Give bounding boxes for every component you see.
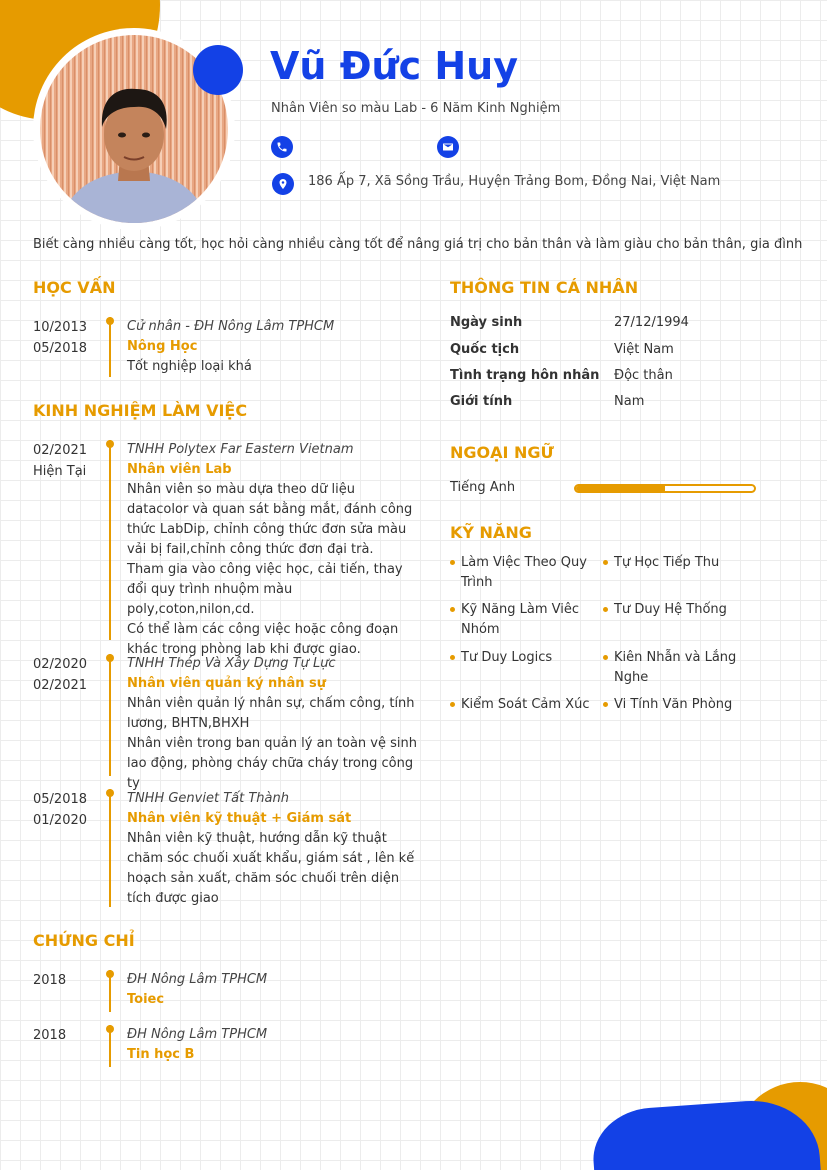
timeline-line: [109, 317, 111, 377]
timeline-dot: [106, 440, 114, 448]
certificate-entry: [33, 970, 413, 1012]
skill-item: Tư Duy Logics: [450, 648, 590, 668]
section-title-personal-info: THÔNG TIN CÁ NHÂN: [450, 278, 639, 297]
candidate-name: Vũ Đức Huy: [270, 44, 518, 88]
timeline-dot: [106, 789, 114, 797]
entry-dates: 02/2021 Hiện Tại: [33, 443, 88, 479]
decor-circle-blue: [193, 45, 243, 95]
language-name: Tiếng Anh: [450, 480, 516, 495]
job-title: Nhân Viên so màu Lab - 6 Năm Kinh Nghiệm: [271, 101, 561, 116]
entry-dates: 10/2013 05/2018: [33, 320, 88, 356]
entry-org: Cử nhân - ĐH Nông Lâm TPHCM: [127, 319, 335, 334]
section-title-languages: NGOẠI NGỮ: [450, 443, 554, 462]
entry-desc: Nhân viên trong ban quản lý an toàn vệ sinh lao động, phòng cháy chữa cháy trong công ty: [127, 736, 417, 791]
skill-item: Tự Học Tiếp Thu: [603, 553, 743, 573]
section-title-certificates: CHỨNG CHỈ: [33, 931, 135, 950]
section-title-skills: KỸ NĂNG: [450, 523, 532, 542]
entry-role: Nhân viên Lab: [127, 462, 232, 477]
entry-desc: Nhân viên so màu dựa theo dữ liệu datacolor và quan sát bằng mắt, đánh công thức LabDip, chỉnh công thức đơn sửa màu vải bị fail,chỉnh công thức đơn đại trà.: [127, 482, 413, 557]
certificate-entry: [33, 1025, 413, 1067]
timeline-line: [109, 789, 111, 907]
entry-desc: Có thể làm các công việc hoặc công đoạn khác trong phòng lab khi được giao.: [127, 622, 399, 657]
info-value: Độc thân: [614, 368, 673, 383]
entry-desc: Nhân viên quản lý nhân sự, chấm công, tính lương, BHTN,BHXH: [127, 696, 415, 731]
entry-body: [127, 789, 417, 909]
skill-item: Làm Việc Theo Quy Trình: [450, 553, 590, 593]
entry-role: Nhân viên quản ký nhân sự: [127, 676, 327, 691]
info-value: 27/12/1994: [614, 315, 689, 330]
info-label: Quốc tịch: [450, 342, 520, 357]
timeline-dot: [106, 317, 114, 325]
entry-role: Tin học B: [127, 1047, 195, 1062]
phone-icon: [271, 136, 293, 158]
experience-entry: [33, 654, 417, 791]
entry-desc: Nhân viên kỹ thuật, hướng dẫn kỹ thuật chăm sóc chuối xuất khẩu, giám sát , lên kế hoạch sản xuất, chăm sóc chuối trên diện tích được giao: [127, 831, 415, 906]
entry-role: Nhân viên kỹ thuật + Giám sát: [127, 811, 352, 826]
info-label: Giới tính: [450, 394, 513, 409]
entry-org: TNHH Genviet Tất Thành: [127, 791, 289, 806]
location-icon: [272, 173, 294, 195]
info-value: Việt Nam: [614, 342, 674, 357]
entry-body: [127, 440, 417, 660]
skill-item: Kỹ Năng Làm Viêc Nhóm: [450, 600, 590, 640]
entry-body: [127, 1025, 417, 1065]
timeline-line: [109, 654, 111, 776]
language-level-bar: [574, 484, 756, 493]
entry-dates: 02/2020 02/2021: [33, 657, 88, 693]
entry-body: [127, 317, 417, 377]
education-entry: [33, 317, 413, 377]
entry-body: [127, 970, 417, 1010]
section-title-experience: KINH NGHIỆM LÀM VIỆC: [33, 401, 248, 420]
career-objective: Biết càng nhiều càng tốt, học hỏi càng nhiều càng tốt để nâng giá trị cho bản thân và làm giàu cho bản thân, gia đình: [33, 237, 803, 252]
timeline-dot: [106, 1025, 114, 1033]
entry-desc: Tốt nghiệp loại khá: [127, 359, 252, 374]
entry-org: TNHH Polytex Far Eastern Vietnam: [127, 442, 354, 457]
entry-dates: 05/2018 01/2020: [33, 792, 88, 828]
timeline-dot: [106, 970, 114, 978]
timeline-line: [109, 440, 111, 640]
entry-dates: 2018: [33, 1028, 67, 1043]
skill-item: Kiên Nhẫn và Lắng Nghe: [603, 648, 743, 688]
entry-org: ĐH Nông Lâm TPHCM: [127, 972, 268, 987]
skill-item: Tư Duy Hệ Thống: [603, 600, 743, 620]
address: 186 Ấp 7, Xã Sồng Trầu, Huyện Trảng Bom, Đồng Nai, Việt Nam: [308, 174, 721, 189]
experience-entry: [33, 789, 413, 907]
section-title-education: HỌC VẤN: [33, 278, 116, 297]
entry-desc: Tham gia vào công việc học, cải tiến, thay đổi quy trình nhuộm màu poly,coton,nilon,cd.: [127, 562, 403, 617]
info-label: Ngày sinh: [450, 315, 523, 330]
language-level-fill: [576, 486, 665, 491]
skill-item: Kiểm Soát Cảm Xúc: [450, 695, 590, 715]
entry-role: Toiec: [127, 992, 165, 1007]
entry-role: Nông Học: [127, 339, 198, 354]
email-icon: [437, 136, 459, 158]
entry-body: [127, 654, 417, 794]
info-label: Tình trạng hôn nhân: [450, 368, 600, 383]
info-value: Nam: [614, 394, 645, 409]
skill-item: Vi Tính Văn Phòng: [603, 695, 743, 715]
experience-entry: [33, 440, 413, 657]
timeline-dot: [106, 654, 114, 662]
entry-org: TNHH Thép Và Xây Dựng Tự Lực: [127, 656, 336, 671]
entry-org: ĐH Nông Lâm TPHCM: [127, 1027, 268, 1042]
entry-dates: 2018: [33, 973, 67, 988]
